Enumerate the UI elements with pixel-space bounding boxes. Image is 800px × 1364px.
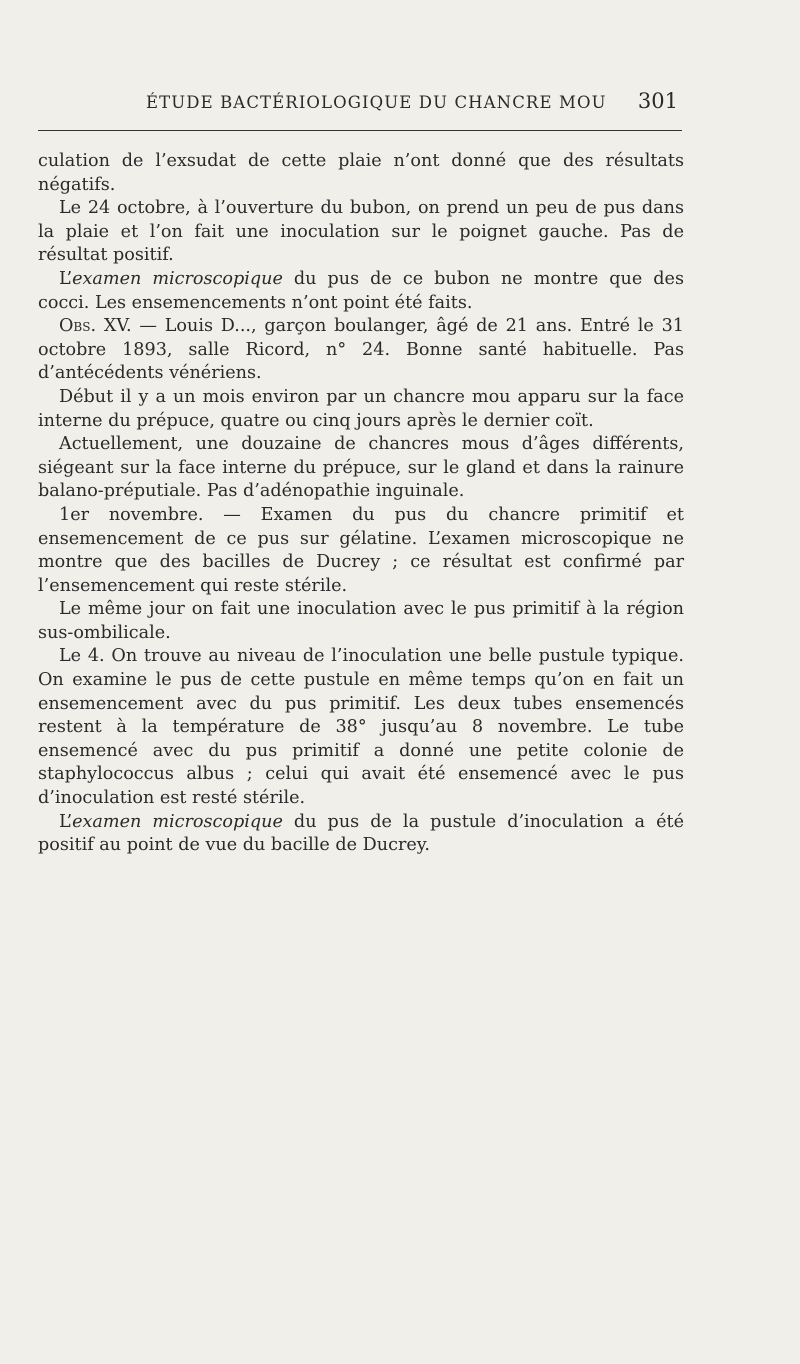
- paragraph: [38, 315, 684, 386]
- paragraph: [38, 645, 684, 810]
- paragraph-text: L’: [59, 268, 73, 289]
- paragraph: [38, 386, 684, 433]
- paragraph-text: 1er novembre. — Examen du pus du chancre primitif et ensemencement de ce pus sur gélatine. L’examen microscopique ne montre que des bacilles de Ducrey ; ce résultat est confirmé par l’ensemencement qui reste stérile.: [38, 504, 684, 596]
- page-number: 301: [637, 89, 678, 113]
- body-text: [38, 150, 684, 858]
- running-head: [38, 89, 682, 117]
- paragraph-text: du pus de la pustule d’inoculation a été positif au point de vue du bacille de Ducrey.: [38, 811, 684, 856]
- paragraph-text: Le 4. On trouve au niveau de l’inoculation une belle pustule typique. On examine le pus de cette pustule en même temps qu’on en fait un ensemencement avec du pus primitif. Les deux tubes ensemencés restent à la température de 38° jusqu’au 8 novembre. Le tube ensemencé avec du pus primitif a donné une petite colonie de staphylococcus albus ; celui qui avait été ensemencé avec le pus d’inoculation est resté stérile.: [38, 646, 684, 809]
- paragraph-text: Début il y a un mois environ par un chancre mou apparu sur la face interne du prépuce, quatre ou cinq jours après le dernier coït.: [38, 386, 684, 431]
- paragraph-text: Actuellement, une douzaine de chancres mous d’âges différents, siégeant sur la face interne du prépuce, sur le gland et dans la rainure balano-préputiale. Pas d’adénopathie inguinale.: [38, 434, 684, 502]
- observation-label: Obs. XV.: [59, 316, 132, 337]
- running-title: ÉTUDE BACTÉRIOLOGIQUE DU CHANCRE MOU: [146, 93, 607, 112]
- paragraph: [38, 197, 684, 268]
- paragraph-text: Le même jour on fait une inoculation avec le pus primitif à la région sus-ombilicale.: [38, 599, 684, 643]
- italic-text: examen microscopique: [72, 268, 283, 289]
- paragraph-text: culation de l’exsudat de cette plaie n’ont donné que des résultats négatifs.: [38, 151, 684, 195]
- italic-text: examen microscopique: [72, 811, 283, 832]
- paragraph: [38, 268, 684, 315]
- paragraph-text: L’: [59, 811, 73, 832]
- paragraph: [38, 504, 684, 598]
- paragraph: [38, 811, 684, 858]
- paragraph: [38, 598, 684, 645]
- paragraph-text: Le 24 octobre, à l’ouverture du bubon, on prend un peu de pus dans la plaie et l’on fait une inoculation sur le poignet gauche. Pas de résultat positif.: [38, 198, 684, 266]
- paragraph: [38, 433, 684, 504]
- paragraph-text: — Louis D..., garçon boulanger, âgé de 21 ans. Entré le 31 octobre 1893, salle Ricord, n° 24. Bonne santé habituelle. Pas d’antécédents vénériens.: [38, 316, 684, 384]
- header-rule: [38, 130, 682, 131]
- paragraph-text: du pus de ce bubon ne montre que des cocci. Les ensemencements n’ont point été faits.: [38, 268, 684, 313]
- paragraph: [38, 150, 684, 197]
